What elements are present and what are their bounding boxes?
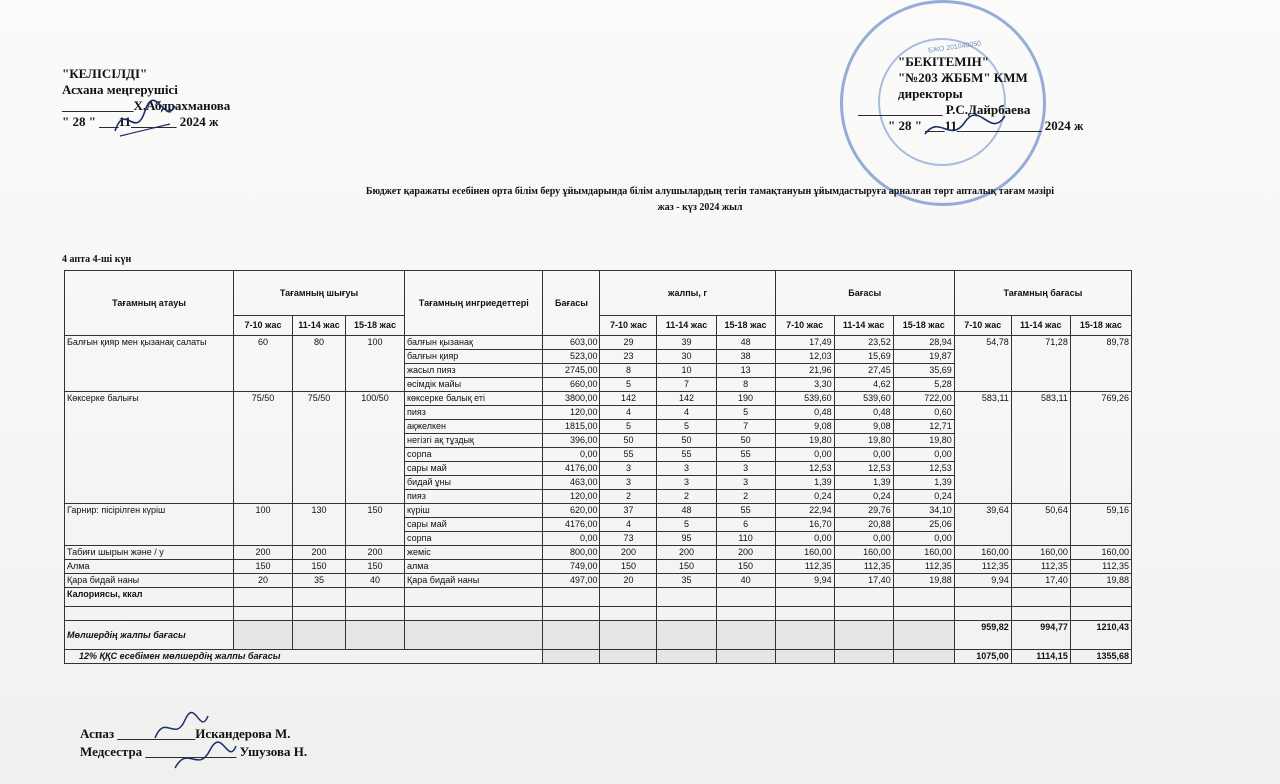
age-header-price2: 7-10 жас — [775, 315, 834, 335]
seal-text: БЖО 201040050 — [927, 40, 982, 55]
dish-name: Көксерке балығы — [65, 392, 234, 504]
ingredient-cost: 12,53 — [775, 462, 834, 476]
spacer-row — [65, 607, 1132, 621]
sum-value-15-18: 1210,43 — [1070, 621, 1131, 650]
calories-label: Калориясы, ккал — [65, 588, 234, 607]
ingredient-cost: 35,69 — [893, 364, 954, 378]
ingredient-gross: 150 — [716, 560, 775, 574]
age-header-gross: 7-10 жас — [600, 315, 657, 335]
ingredient-cost: 0,24 — [775, 490, 834, 504]
ingredient-gross: 5 — [600, 420, 657, 434]
ingredient-gross: 10 — [657, 364, 716, 378]
header-ingredients: Тағамның ингриедеттері — [405, 271, 543, 336]
signature-right — [920, 104, 1010, 149]
approval-right-line4: _____________ Р.С.Дайрбаева — [858, 102, 1031, 117]
ingredient-name: көксерке балық еті — [405, 392, 543, 406]
ingredient-gross: 23 — [600, 350, 657, 364]
ingredient-cost: 29,76 — [834, 504, 893, 518]
ingredient-gross: 200 — [716, 546, 775, 560]
ingredient-cost: 23,52 — [834, 336, 893, 350]
ingredient-cost: 160,00 — [775, 546, 834, 560]
ingredient-name: сорпа — [405, 532, 543, 546]
approval-right-line3: директоры — [898, 86, 963, 101]
ingredient-gross: 5 — [657, 420, 716, 434]
dish-total-price: 9,94 — [954, 574, 1011, 588]
ingredient-name: сорпа — [405, 448, 543, 462]
ingredient-name: пияз — [405, 406, 543, 420]
ingredient-cost: 12,53 — [834, 462, 893, 476]
ingredient-cost: 22,94 — [775, 504, 834, 518]
ingredient-gross: 7 — [716, 420, 775, 434]
ingredient-gross: 39 — [657, 336, 716, 350]
dish-output: 20 — [234, 574, 293, 588]
ingredient-gross: 5 — [716, 406, 775, 420]
ingredient-price: 620,00 — [543, 504, 600, 518]
approval-right-line1: "БЕКІТЕМІН" — [898, 54, 989, 69]
ingredient-gross: 142 — [657, 392, 716, 406]
age-header-output: 11-14 жас — [293, 315, 346, 335]
ingredient-cost: 112,35 — [775, 560, 834, 574]
dish-name: Алма — [65, 560, 234, 574]
sum-value-11-14: 994,77 — [1011, 621, 1070, 650]
ingredient-gross: 6 — [716, 518, 775, 532]
vat-value-7-10: 1075,00 — [954, 650, 1011, 664]
ingredient-gross: 150 — [657, 560, 716, 574]
age-header-price2: 15-18 жас — [893, 315, 954, 335]
age-header-gross: 15-18 жас — [716, 315, 775, 335]
ingredient-gross: 2 — [716, 490, 775, 504]
age-header-output: 7-10 жас — [234, 315, 293, 335]
dish-total-price: 112,35 — [954, 560, 1011, 574]
ingredient-gross: 200 — [600, 546, 657, 560]
dish-output: 100 — [234, 504, 293, 546]
dish-output: 150 — [234, 560, 293, 574]
ingredient-cost: 20,88 — [834, 518, 893, 532]
ingredient-price: 120,00 — [543, 406, 600, 420]
dish-total-price: 17,40 — [1011, 574, 1070, 588]
ingredient-price: 603,00 — [543, 336, 600, 350]
approval-left-line2: Асхана меңгерушісі — [62, 82, 178, 97]
ingredient-cost: 1,39 — [893, 476, 954, 490]
table-row — [65, 560, 1132, 574]
table-row — [65, 504, 1132, 518]
ingredient-cost: 15,69 — [834, 350, 893, 364]
ingredient-cost: 112,35 — [834, 560, 893, 574]
dish-output: 60 — [234, 336, 293, 392]
header-output: Тағамның шығуы — [234, 271, 405, 316]
ingredient-cost: 0,00 — [834, 532, 893, 546]
ingredient-price: 800,00 — [543, 546, 600, 560]
ingredient-name: алма — [405, 560, 543, 574]
ingredient-gross: 5 — [600, 378, 657, 392]
ingredient-gross: 3 — [657, 476, 716, 490]
ingredient-gross: 2 — [657, 490, 716, 504]
approval-left-line3: ___________Х.Абдрахманова — [62, 98, 231, 113]
ingredient-cost: 25,06 — [893, 518, 954, 532]
ingredient-gross: 55 — [657, 448, 716, 462]
ingredient-cost: 0,60 — [893, 406, 954, 420]
header-dish-price: Тағамның бағасы — [954, 271, 1131, 316]
approval-right-line5: " 28 " ___11_____________ 2024 ж — [888, 118, 1084, 133]
ingredient-cost: 539,60 — [834, 392, 893, 406]
ingredient-cost: 0,24 — [893, 490, 954, 504]
ingredient-cost: 0,00 — [893, 532, 954, 546]
ingredient-cost: 0,00 — [893, 448, 954, 462]
ingredient-cost: 12,53 — [893, 462, 954, 476]
ingredient-cost: 34,10 — [893, 504, 954, 518]
ingredient-cost: 1,39 — [834, 476, 893, 490]
document-subtitle: жаз - күз 2024 жыл — [657, 202, 743, 213]
ingredient-name: жеміс — [405, 546, 543, 560]
ingredient-price: 4176,00 — [543, 462, 600, 476]
ingredient-name: күріш — [405, 504, 543, 518]
menu-table — [64, 270, 1132, 664]
ingredient-price: 1815,00 — [543, 420, 600, 434]
ingredient-price: 120,00 — [543, 490, 600, 504]
dish-total-price: 59,16 — [1070, 504, 1131, 546]
dish-name: Қара бидай наны — [65, 574, 234, 588]
ingredient-name: өсімдік майы — [405, 378, 543, 392]
age-header-gross: 11-14 жас — [657, 315, 716, 335]
ingredient-gross: 30 — [657, 350, 716, 364]
ingredient-gross: 50 — [657, 434, 716, 448]
ingredient-price: 0,00 — [543, 532, 600, 546]
ingredient-cost: 5,28 — [893, 378, 954, 392]
ingredient-price: 4176,00 — [543, 518, 600, 532]
ingredient-gross: 200 — [657, 546, 716, 560]
ingredient-gross: 20 — [600, 574, 657, 588]
document-title: Бюджет қаражаты есебінен орта білім беру ұйымдарында білім алушылардың тегін тамақтануын ұйымдастыруға арналған төрт апталық тағам мәзірі — [365, 186, 1055, 197]
ingredient-cost: 17,49 — [775, 336, 834, 350]
menu-body — [65, 336, 1132, 588]
dish-output: 130 — [293, 504, 346, 546]
ingredient-gross: 13 — [716, 364, 775, 378]
ingredient-cost: 19,80 — [834, 434, 893, 448]
dish-name: Гарнир: пісірілген күріш — [65, 504, 234, 546]
ingredient-gross: 38 — [716, 350, 775, 364]
dish-output: 200 — [234, 546, 293, 560]
ingredient-gross: 3 — [600, 476, 657, 490]
ingredient-cost: 0,48 — [775, 406, 834, 420]
ingredient-gross: 142 — [600, 392, 657, 406]
ingredient-gross: 110 — [716, 532, 775, 546]
vat-value-11-14: 1114,15 — [1011, 650, 1070, 664]
dish-output: 80 — [293, 336, 346, 392]
ingredient-price: 3800,00 — [543, 392, 600, 406]
ingredient-cost: 9,08 — [775, 420, 834, 434]
ingredient-price: 497,00 — [543, 574, 600, 588]
ingredient-gross: 3 — [716, 462, 775, 476]
dish-total-price: 160,00 — [1011, 546, 1070, 560]
ingredient-cost: 0,48 — [834, 406, 893, 420]
table-row — [65, 392, 1132, 406]
ingredient-name: бидай ұны — [405, 476, 543, 490]
ingredient-name: балғын қызанақ — [405, 336, 543, 350]
ingredient-gross: 5 — [657, 518, 716, 532]
dish-total-price: 160,00 — [954, 546, 1011, 560]
dish-total-price: 19,88 — [1070, 574, 1131, 588]
ingredient-gross: 55 — [716, 448, 775, 462]
dish-output: 100 — [345, 336, 404, 392]
ingredient-gross: 48 — [716, 336, 775, 350]
ingredient-cost: 112,35 — [893, 560, 954, 574]
dish-total-price: 583,11 — [954, 392, 1011, 504]
ingredient-gross: 4 — [600, 518, 657, 532]
ingredient-gross: 3 — [600, 462, 657, 476]
footer-nurse: Медсестра ______________ Ушузова Н. — [80, 744, 308, 759]
header-price: Бағасы — [543, 271, 600, 336]
ingredient-gross: 37 — [600, 504, 657, 518]
ingredient-cost: 0,00 — [834, 448, 893, 462]
ingredient-cost: 12,03 — [775, 350, 834, 364]
age-header-dish-price: 7-10 жас — [954, 315, 1011, 335]
table-row — [65, 336, 1132, 350]
ingredient-cost: 160,00 — [893, 546, 954, 560]
ingredient-cost: 19,87 — [893, 350, 954, 364]
ingredient-gross: 8 — [716, 378, 775, 392]
footer-cook: Аспаз ____________Искандерова М. — [80, 726, 291, 741]
ingredient-gross: 4 — [600, 406, 657, 420]
vat-label: 12% ҚҚС есебімен мөлшердің жалпы бағасы — [65, 650, 543, 664]
sum-row — [65, 621, 1132, 650]
ingredient-cost: 539,60 — [775, 392, 834, 406]
ingredient-gross: 190 — [716, 392, 775, 406]
ingredient-name: негізгі ақ тұздық — [405, 434, 543, 448]
ingredient-gross: 40 — [716, 574, 775, 588]
ingredient-cost: 19,80 — [893, 434, 954, 448]
ingredient-cost: 12,71 — [893, 420, 954, 434]
ingredient-gross: 55 — [716, 504, 775, 518]
age-header-output: 15-18 жас — [345, 315, 404, 335]
age-header-dish-price: 11-14 жас — [1011, 315, 1070, 335]
dish-total-price: 583,11 — [1011, 392, 1070, 504]
approval-right-line2: "№203 ЖББМ" КММ — [898, 70, 1028, 85]
age-header-dish-price: 15-18 жас — [1070, 315, 1131, 335]
dish-total-price: 50,64 — [1011, 504, 1070, 546]
dish-output: 75/50 — [234, 392, 293, 504]
ingredient-gross: 35 — [657, 574, 716, 588]
ingredient-cost: 160,00 — [834, 546, 893, 560]
vat-value-15-18: 1355,68 — [1070, 650, 1131, 664]
dish-output: 200 — [345, 546, 404, 560]
ingredient-cost: 0,00 — [775, 532, 834, 546]
ingredient-gross: 7 — [657, 378, 716, 392]
ingredient-cost: 0,24 — [834, 490, 893, 504]
signature-nurse — [170, 736, 240, 778]
dish-output: 200 — [293, 546, 346, 560]
ingredient-name: балғын қияр — [405, 350, 543, 364]
dish-total-price: 112,35 — [1011, 560, 1070, 574]
ingredient-cost: 27,45 — [834, 364, 893, 378]
ingredient-name: Қара бидай наны — [405, 574, 543, 588]
dish-name: Балғын қияр мен қызанақ салаты — [65, 336, 234, 392]
dish-name: Табиғи шырын және / у — [65, 546, 234, 560]
calories-row — [65, 588, 1132, 607]
ingredient-price: 749,00 — [543, 560, 600, 574]
ingredient-price: 0,00 — [543, 448, 600, 462]
ingredient-cost: 16,70 — [775, 518, 834, 532]
week-day-label: 4 апта 4-ші күн — [62, 254, 132, 265]
table-row — [65, 546, 1132, 560]
dish-output: 150 — [345, 560, 404, 574]
ingredient-name: пияз — [405, 490, 543, 504]
ingredient-name: жасыл пияз — [405, 364, 543, 378]
dish-total-price: 71,28 — [1011, 336, 1070, 392]
ingredient-name: сары май — [405, 518, 543, 532]
ingredient-cost: 28,94 — [893, 336, 954, 350]
ingredient-price: 463,00 — [543, 476, 600, 490]
vat-row — [65, 650, 1132, 664]
header-price2: Бағасы — [775, 271, 954, 316]
dish-output: 35 — [293, 574, 346, 588]
ingredient-gross: 50 — [600, 434, 657, 448]
ingredient-gross: 3 — [716, 476, 775, 490]
ingredient-gross: 29 — [600, 336, 657, 350]
ingredient-gross: 50 — [716, 434, 775, 448]
dish-output: 150 — [345, 504, 404, 546]
ingredient-cost: 9,94 — [775, 574, 834, 588]
dish-total-price: 112,35 — [1070, 560, 1131, 574]
ingredient-cost: 3,30 — [775, 378, 834, 392]
ingredient-cost: 4,62 — [834, 378, 893, 392]
ingredient-gross: 150 — [600, 560, 657, 574]
sum-label: Мөлшердің жалпы бағасы — [65, 621, 234, 650]
approval-left-line4: " 28 " ___11_______ 2024 ж — [62, 114, 219, 129]
age-header-price2: 11-14 жас — [834, 315, 893, 335]
dish-output: 75/50 — [293, 392, 346, 504]
header-name: Тағамның атауы — [65, 271, 234, 336]
dish-output: 40 — [345, 574, 404, 588]
ingredient-gross: 55 — [600, 448, 657, 462]
ingredient-cost: 1,39 — [775, 476, 834, 490]
ingredient-cost: 722,00 — [893, 392, 954, 406]
ingredient-price: 2745,00 — [543, 364, 600, 378]
dish-total-price: 39,64 — [954, 504, 1011, 546]
ingredient-gross: 95 — [657, 532, 716, 546]
ingredient-cost: 21,96 — [775, 364, 834, 378]
ingredient-gross: 73 — [600, 532, 657, 546]
ingredient-gross: 2 — [600, 490, 657, 504]
signature-left — [110, 96, 180, 146]
ingredient-name: ақжелкен — [405, 420, 543, 434]
dish-output: 100/50 — [345, 392, 404, 504]
approval-left-line1: "КЕЛІСІЛДІ" — [62, 66, 148, 81]
table-row — [65, 574, 1132, 588]
sum-value-7-10: 959,82 — [954, 621, 1011, 650]
ingredient-price: 523,00 — [543, 350, 600, 364]
ingredient-gross: 3 — [657, 462, 716, 476]
dish-total-price: 89,78 — [1070, 336, 1131, 392]
ingredient-price: 660,00 — [543, 378, 600, 392]
dish-total-price: 160,00 — [1070, 546, 1131, 560]
dish-total-price: 54,78 — [954, 336, 1011, 392]
ingredient-cost: 17,40 — [834, 574, 893, 588]
ingredient-gross: 4 — [657, 406, 716, 420]
ingredient-gross: 8 — [600, 364, 657, 378]
ingredient-cost: 19,88 — [893, 574, 954, 588]
ingredient-cost: 0,00 — [775, 448, 834, 462]
ingredient-cost: 19,80 — [775, 434, 834, 448]
ingredient-cost: 9,08 — [834, 420, 893, 434]
dish-total-price: 769,26 — [1070, 392, 1131, 504]
ingredient-gross: 48 — [657, 504, 716, 518]
ingredient-price: 396,00 — [543, 434, 600, 448]
header-gross: жалпы, г — [600, 271, 775, 316]
ingredient-name: сары май — [405, 462, 543, 476]
dish-output: 150 — [293, 560, 346, 574]
